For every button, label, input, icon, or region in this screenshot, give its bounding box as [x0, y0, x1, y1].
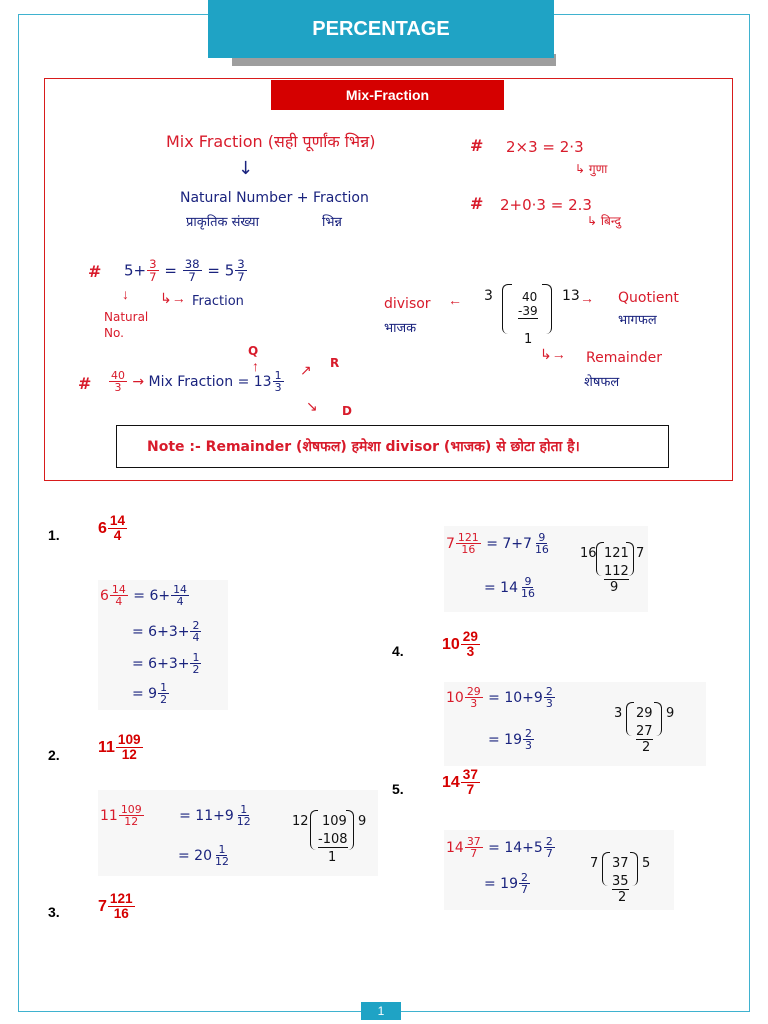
mult-label-text: गुणा: [588, 162, 608, 176]
question-1-value: [98, 514, 128, 544]
q4w-frac: [465, 686, 483, 710]
question-5-number: 5.: [392, 781, 404, 797]
ex1-d3: 7: [237, 270, 245, 285]
q2-f1-d: 12: [236, 815, 251, 829]
add-label: ↳ बिन्दु: [587, 214, 621, 228]
q4-division: [614, 702, 694, 762]
q2-line-1: [178, 844, 232, 868]
quotient-hindi: भागफल: [618, 313, 657, 328]
q2-n: 109: [117, 732, 141, 747]
q4-f2-d: 3: [525, 739, 532, 753]
question-2-number: 2.: [48, 747, 60, 763]
q5-n: 37: [462, 767, 478, 782]
divisor-label: divisor: [384, 296, 431, 312]
fraction-hindi: भिन्न: [322, 215, 342, 230]
q5w-whole: 14: [446, 839, 464, 856]
q1-s0-n: 14: [173, 583, 187, 596]
question-3-number: 3.: [48, 904, 60, 920]
q3-eq1-frac: [533, 532, 551, 556]
q1-s1-n: 2: [192, 619, 200, 632]
q2-div-dividend: 109: [322, 814, 347, 829]
q1w-n: 14: [111, 583, 126, 596]
q1-line-1: [132, 620, 202, 644]
q4-eq1: = 10+9: [488, 689, 543, 706]
q1-s3-n: 1: [160, 681, 168, 694]
q3w-whole: 7: [446, 535, 455, 552]
question-4-value: [442, 630, 481, 660]
intro-div-remainder: 1: [524, 332, 533, 347]
remainder-hindi: शेषफल: [584, 375, 620, 390]
q5-eq1-frac: [544, 836, 555, 860]
arrow-down-natural: ↓: [122, 286, 129, 302]
q4-n: 29: [462, 629, 478, 644]
q4-eq2-frac: [523, 728, 534, 752]
q1-s0-d: 4: [176, 595, 184, 609]
q5-f2-d: 7: [521, 883, 528, 897]
q1-line-0: [100, 584, 190, 608]
q5-f1-n: 2: [545, 835, 553, 848]
page-title: PERCENTAGE: [208, 0, 554, 58]
q1w-whole: 6: [100, 587, 109, 604]
q4-eq1-frac: [544, 686, 555, 710]
ex2-fd: 3: [274, 381, 282, 395]
q1-whole: 6: [98, 520, 107, 537]
ex2-result-fraction: [273, 370, 284, 394]
q3-div-minus: 112: [604, 564, 629, 579]
ex1-n2: 38: [184, 257, 200, 271]
q2-div-remainder: 1: [328, 850, 337, 865]
q3-division: [580, 542, 650, 602]
q1-step-3-frac: [158, 682, 169, 706]
q5-div-dividend: 37: [612, 856, 629, 871]
q4-div-bracket-right: [654, 702, 662, 736]
q2-line-0: [100, 804, 254, 828]
q4-line-1: [488, 728, 535, 752]
hash-1: #: [470, 136, 484, 155]
ex2-text: Mix Fraction = 13: [148, 373, 272, 390]
note-box: Note :- Remainder (शेषफल) हमेशा divisor (भाजक) से छोटा होता है।: [116, 425, 669, 468]
q4-d: 3: [466, 644, 475, 660]
q2-div-divisor: 12: [292, 814, 309, 829]
remainder-label: Remainder: [586, 350, 662, 366]
q2-fraction: [116, 733, 143, 763]
intro-label: Mix-Fraction: [271, 80, 504, 110]
question-2-work: [98, 790, 378, 876]
q3-div-bracket-right: [626, 542, 634, 576]
q2w-frac: [119, 804, 144, 828]
q3-eq2-frac: [519, 576, 537, 600]
ex2-fn: 1: [274, 369, 282, 382]
q1-step-2-frac: [190, 652, 201, 676]
q1w-d: 4: [115, 595, 123, 609]
q3-div-divisor: 16: [580, 546, 597, 561]
q3-fraction: [108, 892, 135, 922]
natural-plus-fraction: Natural Number + Fraction: [180, 190, 369, 206]
ex1-d1: 7: [149, 270, 157, 285]
q1-step-3: = 9: [132, 685, 158, 702]
q3-f1-n: 9: [538, 531, 546, 544]
q4w-whole: 10: [446, 689, 464, 706]
q4w-d: 3: [470, 697, 478, 711]
q4-f2-n: 2: [525, 727, 532, 740]
ex1-d2: 7: [188, 270, 196, 285]
q1-s1-d: 4: [192, 631, 200, 645]
q5-fraction: [461, 768, 480, 798]
q5-eq1: = 14+5: [488, 839, 543, 856]
ex1-eq2: = 5: [207, 261, 235, 280]
q5-div-bracket-right: [630, 852, 638, 886]
mult-equation: 2×3 = 2·3: [506, 138, 584, 156]
quotient-label: Quotient: [618, 290, 679, 306]
q1-step-0: = 6+: [133, 587, 171, 604]
ex1-improper: [183, 258, 202, 284]
intro-div-dividend: 40: [522, 290, 538, 304]
arrow-divisor: ←: [448, 292, 462, 308]
q1-s3-d: 2: [160, 693, 168, 707]
q3-div-remainder: 9: [610, 580, 619, 595]
q3-div-bracket: [596, 542, 604, 576]
ex2-fraction: [109, 370, 127, 394]
q1-d: 4: [113, 528, 122, 544]
ex1-result-fraction: [235, 258, 246, 284]
q4-f1-n: 2: [545, 685, 553, 698]
natural-no: Natural No.: [104, 310, 149, 340]
q4-div-remainder: 2: [642, 740, 651, 755]
q2-f2-d: 12: [215, 855, 229, 869]
q4-div-dividend: 29: [636, 706, 653, 721]
q5-div-minus: 35: [612, 874, 629, 889]
hash-3: #: [88, 262, 102, 281]
intro-div-minus: -39: [518, 304, 538, 318]
q5-div-divisor: 7: [590, 856, 599, 871]
q4w-n: 29: [466, 685, 481, 698]
q5-div-remainder: 2: [618, 890, 627, 905]
fraction-word: Fraction: [192, 294, 244, 309]
q4-line-0: [446, 686, 556, 710]
q1-s2-d: 2: [192, 663, 200, 677]
q2-div-minus: -108: [318, 832, 348, 847]
label-q: Q: [248, 344, 259, 358]
ex1-n3: 3: [237, 257, 245, 271]
q5-f2-n: 2: [521, 871, 528, 884]
q3-whole: 7: [98, 898, 107, 915]
question-4-work: [444, 682, 706, 766]
q2-div-quotient: 9: [358, 814, 367, 829]
ex1-fraction: [147, 258, 158, 284]
q4-fraction: [461, 630, 480, 660]
mix-fraction-text: Mix Fraction: [166, 132, 263, 151]
q1-fraction: [108, 514, 127, 544]
question-1-number: 1.: [48, 527, 60, 543]
arrow-remainder: ↳→: [540, 346, 566, 362]
q2-f2-n: 1: [218, 843, 226, 856]
mix-fraction-title: [166, 130, 375, 152]
q3-div-quotient: 7: [636, 546, 645, 561]
arrow-q: ↑: [252, 358, 259, 374]
q3-div-dividend: 121: [604, 546, 629, 561]
question-5-work: [444, 830, 674, 910]
mix-fraction-hindi: (सही पूर्णांक भिन्न): [267, 132, 376, 151]
mult-label: ↳ गुणा: [575, 162, 608, 176]
q4-whole: 10: [442, 636, 460, 653]
q3-f1-d: 16: [534, 543, 549, 557]
ex1-eq: =: [164, 261, 177, 280]
arrow-r: ↗: [300, 362, 312, 378]
q1-step-1-frac: [190, 620, 201, 644]
q1-step-2: = 6+3+: [132, 655, 190, 672]
q4-f1-d: 3: [545, 697, 553, 711]
hash-4: #: [78, 374, 92, 393]
q2-eq1-frac: [235, 804, 253, 828]
q5w-n: 37: [466, 835, 481, 848]
q5-line-0: [446, 836, 556, 860]
q3-line-1: [484, 576, 538, 600]
ex2-d: 3: [114, 381, 122, 395]
question-2-value: [98, 733, 144, 763]
q3w-n: 121: [457, 531, 479, 544]
add-label-text: बिन्दु: [600, 214, 621, 228]
intro-div-bracket-right: [542, 284, 552, 334]
q2w-whole: 11: [100, 807, 118, 824]
q2-f1-n: 1: [240, 803, 248, 816]
q4-div-divisor: 3: [614, 706, 623, 721]
q3w-frac: [456, 532, 481, 556]
q3-f2-d: 16: [521, 587, 535, 601]
q5-line-1: [484, 872, 531, 896]
ex2-arrow: →: [132, 373, 145, 390]
q5w-frac: [465, 836, 483, 860]
q1-step-0-frac: [171, 584, 189, 608]
q4-div-bracket: [626, 702, 634, 736]
q5-div-bracket: [602, 852, 610, 886]
label-d: D: [342, 404, 352, 418]
q5-division: [590, 852, 660, 908]
q3-eq2: = 14: [484, 579, 518, 596]
q3-line-0: [446, 532, 552, 556]
question-3-value: [98, 892, 136, 922]
q2w-d: 12: [124, 815, 139, 829]
q1-line-2: [132, 652, 202, 676]
q2-div-bracket: [310, 810, 318, 850]
q4-eq2: = 19: [488, 731, 522, 748]
q5-eq2-frac: [519, 872, 530, 896]
q4-div-minus: 27: [636, 724, 653, 739]
q3-n: 121: [109, 891, 133, 906]
q3-f2-n: 9: [524, 575, 532, 588]
q2-whole: 11: [98, 739, 115, 756]
q3-eq1: = 7+7: [486, 535, 532, 552]
q5w-d: 7: [470, 847, 478, 861]
label-r: R: [330, 356, 340, 370]
q1-n: 14: [109, 513, 126, 528]
arrow-quotient: →: [580, 290, 594, 306]
q3-d: 16: [113, 906, 129, 922]
q2-d: 12: [121, 747, 137, 763]
q1-line-3: [132, 682, 170, 706]
natural-hindi: प्राकृतिक संख्या: [186, 215, 259, 230]
q5-d: 7: [466, 782, 475, 798]
question-1-work: [98, 580, 228, 710]
intro-div-quotient: 13: [562, 288, 580, 304]
page-number: 1: [361, 1002, 401, 1020]
q1-step-1: = 6+3+: [132, 623, 190, 640]
question-4-number: 4.: [392, 643, 404, 659]
down-arrow: ↓: [238, 158, 254, 179]
intro-div-bracket: [502, 284, 512, 334]
hash-2: #: [470, 194, 484, 213]
q3w-d: 16: [461, 543, 476, 557]
q1w-frac: [110, 584, 128, 608]
q5-whole: 14: [442, 774, 460, 791]
example-1: [124, 258, 248, 284]
ex1-n1: 3: [149, 257, 157, 271]
q5-f1-d: 7: [545, 847, 553, 861]
q2-div-bracket-right: [346, 810, 354, 850]
question-3-work: [444, 526, 648, 612]
intro-div-divisor: 3: [484, 288, 493, 304]
divisor-hindi: भाजक: [384, 321, 417, 336]
question-5-value: [442, 768, 481, 798]
q4-div-quotient: 9: [666, 706, 675, 721]
arrow-d: ↘: [306, 398, 318, 414]
q2-eq2: = 20: [178, 847, 212, 864]
q1-s2-n: 1: [192, 651, 200, 664]
add-equation: 2+0·3 = 2.3: [500, 196, 592, 214]
q2-eq1: = 11+9: [179, 807, 234, 824]
intro-division: [484, 284, 584, 354]
q2-eq2-frac: [213, 844, 231, 868]
ex1-whole: 5+: [124, 261, 147, 280]
q2w-n: 109: [120, 803, 142, 816]
q5-div-quotient: 5: [642, 856, 651, 871]
q5-eq2: = 19: [484, 875, 518, 892]
q2-division: [292, 810, 372, 870]
ex2-n: 40: [111, 369, 125, 382]
arrow-fraction: ↳→: [160, 290, 186, 306]
